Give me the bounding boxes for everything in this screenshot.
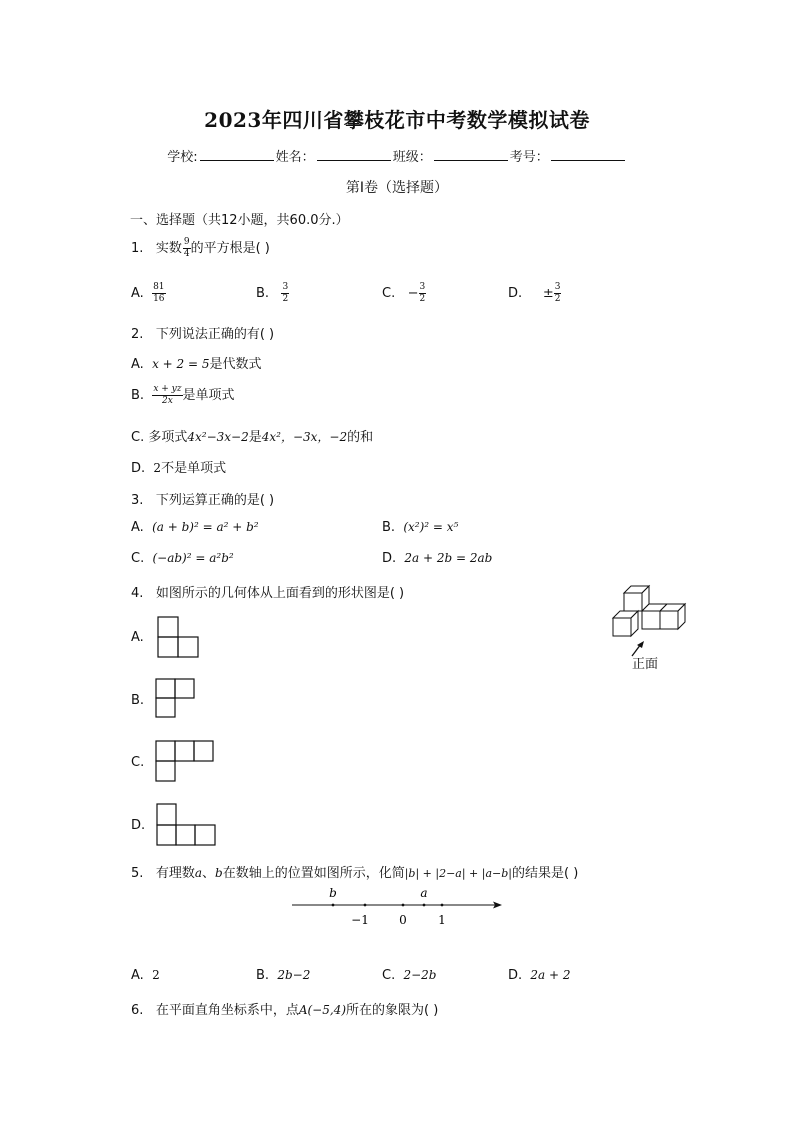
exam-title: 2023年四川省攀枝花市中考数学模拟试卷 [204,108,590,132]
q3-stem-text: 下列运算正确的是( ) [155,493,275,508]
q6-point: A(−5,4) [298,1003,346,1017]
q5-option-c[interactable] [382,968,437,983]
q5-c-label: C. [382,968,396,983]
q1-a-fraction [152,282,165,305]
q5-number: 5. [131,866,144,881]
q4-stem-text: 如图所示的几何体从上面看到的形状图是( ) [155,586,405,601]
q5-option-b[interactable] [256,968,310,983]
q6-post: 所在的象限为( ) [346,1003,439,1018]
q1-d-label: D. [508,286,523,301]
q5-a-math: 2 [152,968,160,982]
q1-frac-num: 9 [183,237,190,247]
q4-option-c[interactable] [131,755,144,770]
q1-stem-post: 的平方根是( ) [190,241,270,256]
q6-pre: 在平面直角坐标系中，点 [155,1003,299,1018]
q2-b-text: 是单项式 [182,388,235,403]
q2-d-text: 不是单项式 [161,461,227,476]
q1-b-label: B. [256,286,270,301]
q6-stem [131,999,438,1018]
q1-stem-pre: 实数 [155,241,182,256]
q5-var-b: b [215,866,223,880]
q5-a-label: A. [131,968,144,983]
name-label: 姓名： [275,150,315,165]
q2-c-math2: 4x²，−3x，−2 [261,430,348,444]
class-label: 班级： [392,150,432,165]
q4-d-label: D. [131,818,146,833]
q1-b-num: 3 [282,282,289,292]
q2-c-mid: 是 [248,430,262,445]
section-heading: 一、选择题（共12小题，共60.0分.） [130,213,349,228]
q1-d-den: 2 [554,294,561,304]
q2-a-label: A. [131,357,144,372]
q4-option-d[interactable] [131,818,145,833]
q1-c-fraction [419,282,427,305]
q3-option-d[interactable] [382,551,492,566]
q3-stem [131,489,274,508]
q2-c-text: 的和 [347,430,374,445]
q5-d-math: 2a + 2 [530,968,571,982]
q1-a-num: 81 [153,282,165,292]
q2-stem-text: 下列说法正确的有( ) [155,327,275,342]
nl-tick-0: 0 [399,913,407,927]
q2-b-fraction [152,384,182,407]
q1-option-c[interactable] [382,282,426,305]
q1-c-num: 3 [419,282,426,292]
q4-solid-figure [610,586,694,644]
q2-c-pre: 多项式 [148,430,188,445]
number-blank[interactable] [551,148,625,161]
school-blank[interactable] [200,148,274,161]
name-blank[interactable] [317,148,391,161]
q3-a-label: A. [131,520,144,535]
q1-option-b[interactable] [256,282,289,305]
q2-c-math1: 4x²−3x−2 [187,430,249,444]
front-label: 正面 [632,657,659,672]
q3-b-math: (x²)² = x⁵ [403,520,459,534]
q1-frac-den: 4 [183,249,190,259]
q5-var-a: a [194,866,202,880]
q5-post: 的结果是( ) [512,866,579,881]
volume-heading: 第I卷（选择题） [345,180,449,196]
nl-tick-minus1: −1 [351,913,369,927]
q1-option-d[interactable] [508,282,561,305]
q4-option-a-figure [157,616,199,658]
q3-c-math: (−ab)² = a²b² [152,551,234,565]
q4-c-label: C. [131,755,145,770]
q4-option-d-figure [156,803,218,847]
q5-c-math: 2−2b [403,968,437,982]
q2-option-b[interactable] [131,384,235,407]
q1-c-sign: − [407,286,419,301]
nl-label-a: a [420,886,428,900]
q1-fraction [183,237,191,260]
q5-pre: 有理数 [155,866,195,881]
q5-stem [131,862,578,881]
q3-c-label: C. [131,551,145,566]
nl-tick-1: 1 [438,913,446,927]
q3-a-math: (a + b)² = a² + b² [152,520,259,534]
number-label: 考号： [509,150,549,165]
q4-option-a[interactable] [131,630,144,645]
q2-a-text: 是代数式 [209,357,262,372]
nl-label-b: b [329,886,337,900]
q3-option-a[interactable] [131,520,259,535]
q1-a-den: 16 [153,294,165,304]
q5-sep: 、 [201,866,215,881]
q3-number: 3. [131,493,144,508]
school-label: 学校: [167,150,198,165]
q3-option-c[interactable] [131,551,234,566]
q2-a-math: x + 2 = 5 [152,357,210,371]
q2-b-label: B. [131,388,145,403]
q5-b-label: B. [256,968,270,983]
class-blank[interactable] [434,148,508,161]
q2-stem [131,323,274,342]
q4-option-c-figure [155,740,217,782]
q2-number: 2. [131,327,144,342]
q1-c-den: 2 [419,294,426,304]
q1-d-fraction [554,282,562,305]
q4-b-label: B. [131,693,145,708]
q4-a-label: A. [131,630,144,645]
q5-expression: |b| + |2−a| + |a−b| [404,867,512,880]
q1-d-sign: ± [542,286,554,301]
q2-b-den: 2x [162,396,173,406]
q5-b-math: 2b−2 [277,968,311,982]
q1-number: 1. [131,241,144,256]
q3-d-label: D. [382,551,397,566]
q3-option-b[interactable] [382,520,458,535]
q2-option-d[interactable] [131,457,226,476]
q4-stem [131,582,404,601]
student-info-line [0,146,794,165]
q5-mid: 在数轴上的位置如图所示，化简 [222,866,405,881]
q4-option-b-figure [155,678,197,720]
q6-number: 6. [131,1003,144,1018]
q2-option-c[interactable] [131,426,373,445]
q1-b-den: 2 [282,294,289,304]
q5-option-a[interactable] [131,968,160,983]
q4-number: 4. [131,586,144,601]
q2-d-math: 2 [153,461,162,475]
q1-option-a[interactable] [131,282,166,305]
q2-b-num: x + yz [153,384,182,394]
q1-b-fraction [281,282,289,305]
q5-d-label: D. [508,968,523,983]
q1-stem [131,237,270,260]
q5-number-line [290,884,506,930]
q2-c-label: C. [131,430,145,445]
q4-option-b[interactable] [131,693,144,708]
q2-d-label: D. [131,461,146,476]
q1-d-num: 3 [554,282,561,292]
q1-a-label: A. [131,286,144,301]
q5-option-d[interactable] [508,968,571,983]
q3-b-label: B. [382,520,396,535]
q1-c-label: C. [382,286,396,301]
q3-d-math: 2a + 2b = 2ab [404,551,493,565]
q2-option-a[interactable] [131,353,261,372]
